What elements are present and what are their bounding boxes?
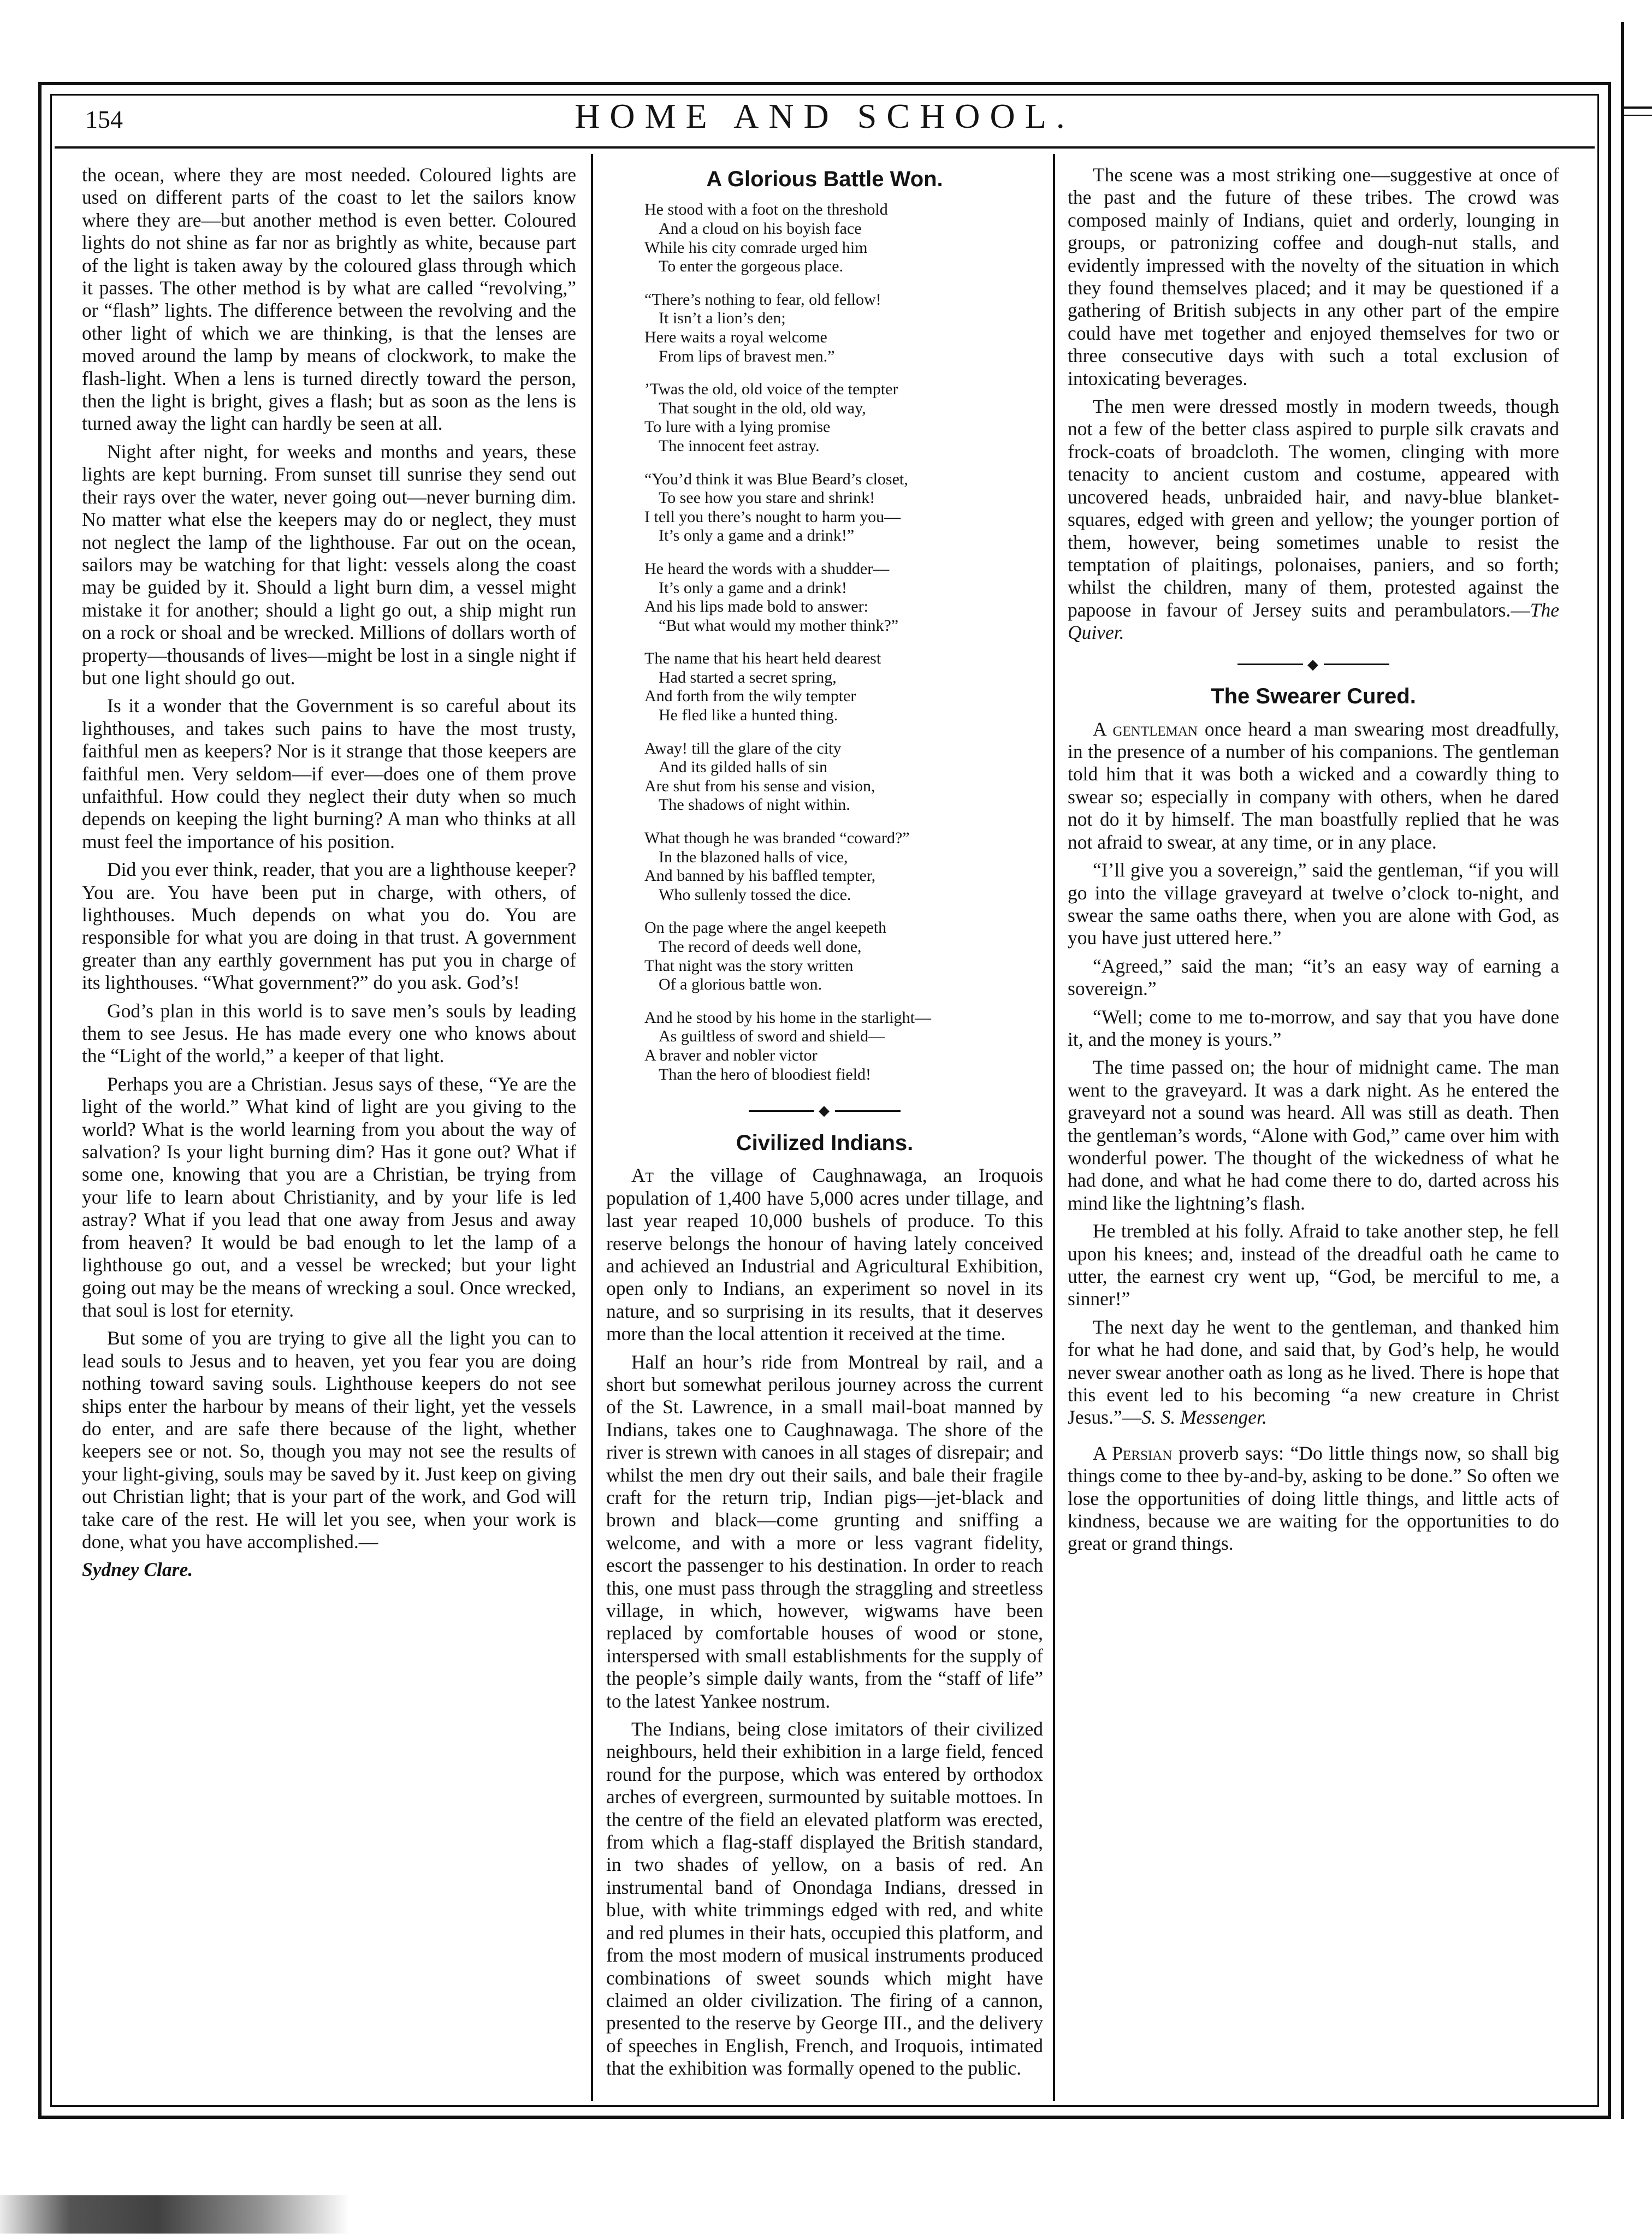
poem-line: Here waits a royal welcome [644,328,827,346]
article-paragraph: once heard a man swearing most dreadfully, in the presence of a number of his companions. The gentleman told him that it was both a wicked and a cowardly thing to swear so; especially in company with others, when he dared not do it by himself. The man boastfully replied that he was not afraid to swear, at any time, or in any place. [1068,718,1560,853]
poem-line: Are shut from his sense and vision, [644,777,875,795]
poem-line: From lips of bravest men.” [659,347,835,365]
poem-stanza [644,380,1043,455]
article-signature: Sydney Clare. [82,1559,193,1581]
masthead-title: HOME AND SCHOOL. [575,97,1075,135]
poem-stanza [644,649,1043,725]
poem-line: As guiltless of sword and shield— [659,1027,885,1046]
column-left [82,164,576,1587]
ornament-rule [835,1110,901,1112]
poem-line: To enter the gorgeous place. [659,257,844,276]
poem-line: That sought in the old, old way, [659,399,866,417]
poem-line: It’s only a game and a drink!” [659,526,855,545]
article-paragraph: But some of you are trying to give all the light you can to lead souls to Jesus and to heaven, yet you fear you are doing nothing toward saving souls. Lighthouse keepers do not see ships enter the harbour by means of their light, yet the vessels do enter, and are safe there because of the light, whether keepers see or not. So, though you may not see the results of your light-giving, souls may be saved by it. Just keep on giving out Christian light; that is your part of the work, and God will take care of the rest. He will let you see, when your work is done, what you have accomplished.— [82,1327,576,1553]
article-paragraph: Perhaps you are a Christian. Jesus says of these, “Ye are the light of the world.” What kind of light are you giving to the world? What is the world learning from you about the way of salvation? Is your light burning dim? Has it gone out? What if some one, knowing that you are a Christian, be trying from your life to learn about Christianity, and by your life is led astray? What if you lead that one away from Jesus and away from heaven? It would be bad enough to let the lamp of a lighthouse go out, and a vessel be wrecked; but your light going out may be the means of wrecking a soul. Once wrecked, that soul is lost for eternity. [82,1073,576,1321]
article-paragraph: He trembled at his folly. Afraid to take another step, he fell upon his knees; and, instead of the dreadful oath he came to utter, the earnest cry went up, “God, be merciful to me, a sinner!” [1068,1220,1559,1310]
poem-line: Than the hero of bloodiest field! [659,1065,872,1083]
article-attribution: The Quiver. [1068,599,1559,644]
poem-line: Who sullenly tossed the dice. [659,885,851,904]
ornament-rule [1237,664,1303,665]
article-paragraph: The Indians, being close imitators of their civilized neighbours, held their exhibition in a large field, fenced round for the purpose, which was entered by orthodox arches of evergreen, surmounted by suitable mottoes. In the centre of the field an elevated platform was erected, from which a flag-staff displayed the British standard, in two shades of yellow, on a basis of red. An instrumental band of Onondaga Indians, dressed in blue, with white trimmings edged with red, and white and red plumes in their hats, occupied this platform, and from the most modern of musical instruments produced combinations of sweet sounds which might have claimed an older civilization. The firing of a cannon, presented to the reserve by George III., and the delivery of speeches in English, French, and Iroquois, intimated that the exhibition was formally opened to the public. [606,1718,1043,2080]
article-paragraph: “I’ll give you a sovereign,” said the gentleman, “if you will go into the village graveyard at twelve o’clock to-night, and swear the same oaths there, when you are alone with God, as you have just uttered here.” [1068,859,1559,949]
poem-line: Of a glorious battle won. [659,975,822,994]
article-paragraph: the village of Caughnawaga, an Iroquois population of 1,400 have 5,000 acres under tillage, and last year reaped 10,000 bushels of produce. To this reserve belongs the honour of having lately conceived and achieved an Industrial and Agricultural Exhibition, open only to Indians, an experiment so novel in its nature, and so surprising in its results, that it deserves more than the local attention it received at the time. [606,1164,1044,1345]
poem-line: In the blazoned halls of vice, [659,848,848,866]
poem-line: He heard the words with a shudder— [644,559,890,578]
poem-line: The shadows of night within. [659,796,850,814]
adjacent-page-rule-top [1621,106,1652,109]
poem-stanza [644,470,1043,546]
poem-stanza [644,919,1043,994]
ornament-rule [749,1110,814,1112]
poem-line: To lure with a lying promise [644,418,831,436]
article-paragraph: the ocean, where they are most needed. Coloured lights are used on different parts of the coast to let the sailors know where they are—but another method is even better. Coloured lights do not shine as far nor as brightly as white, because part of the light is taken away by the coloured glass through which it passes. The other method is by what are called “revolving,” or “flash” lights. The difference between the revolving and the other light of which we are thinking, is that the lenses are moved around the lamp by means of clockwork, to make the flash-light. When a lens is turned directly toward the person, then the light is bright, gives a flash; but as soon as the lens is turned away the light can hardly be seen at all. [82,164,576,435]
swearer-lead-word: A gentleman [1093,718,1198,740]
article-paragraph: The scene was a most striking one—suggestive at once of the past and the future of these tribes. The crowd was composed mainly of Indians, quiet and orderly, lounging in groups, or patronizing coffee and dough-nut stalls, and evidently impressed with the novelty of the situation in which they found themselves placed; and it may be questioned if a gathering of British subjects in any other part of the empire could have met together and enjoyed themselves for two or three consecutive days with such a total exclusion of intoxicating beverages. [1068,164,1559,389]
poem-line: And its gilded halls of sin [659,758,828,777]
poem-line: What though he was branded “coward?” [644,829,910,848]
poem-stanza [644,200,1043,276]
section-ornament [1068,652,1559,676]
article-paragraph: “Agreed,” said the man; “it’s an easy way of earning a sovereign.” [1068,955,1559,1000]
article-paragraph: The next day he went to the gentleman, and thanked him for what he had done, and said that, by God’s help, he would never swear another oath as long as he lived. There is hope that this event led to his becoming “a new creature in Christ Jesus.”— [1068,1316,1559,1429]
proverb-lead-word: A Persian [1093,1442,1173,1464]
header-rule [55,146,1595,149]
poem-line: He fled like a hunted thing. [659,706,838,725]
poem-line: That night was the story written [644,956,854,975]
poem-line: It’s only a game and a drink! [659,578,847,597]
article-paragraph: The men were dressed mostly in modern tweeds, though not a few of the better class aspired to purple silk cravats and frock-coats of broadcloth. The women, clinging with more tenacity to ancient custom and costume, appeared with uncovered heads, unbraided hair, and navy-blue blanket-squares, edged with green and yellow; the younger portion of them, however, being sometimes unable to resist the temptation of plaitings, polonaises, paniers, and so forth; whilst the children, many of them, protested against the papoose in favour of Jersey suits and perambulators.— [1068,395,1559,621]
poem-line: The innocent feet astray. [659,436,820,455]
ornament-rule [1324,664,1389,665]
poem [644,200,1043,1084]
article-paragraph: Is it a wonder that the Government is so careful about its lighthouses, and takes such pains to have the most trusty, faithful men as keepers? Nor is it strange that those keepers are faithful men. Very seldom—if ever—does one of them prove unfaithful. How could they neglect their duty when so much depends on keeping the light burning? A man who thinks at all must feel the importance of his position. [82,695,576,852]
page-number: 154 [85,105,123,133]
poem-line: “There’s nothing to fear, old fellow! [644,290,881,309]
article-attribution: S. S. Messenger. [1141,1406,1267,1429]
column-right [1068,164,1559,1561]
poem-line: While his city comrade urged him [644,238,868,257]
poem-line: The name that his heart held dearest [644,649,881,668]
ornament-diamond: ◆ [819,1103,831,1119]
poem-line: It isn’t a lion’s den; [659,309,786,328]
indians-title: Civilized Indians. [736,1130,914,1155]
article-paragraph: Night after night, for weeks and months and years, these lights are kept burning. From sunset till sunrise they send out their rays over the water, never going out—never burning dim. No matter what else the keepers may do or neglect, they must not neglect the lamp of the lighthouse. Far out on the ocean, sailors may be watching for that light: vessels along the coast may be guided by it. Should a light burn dim, a vessel might mistake it for another; should a light go out, a ship might run on a rock or shoal and be wrecked. Millions of dollars worth of property—thousands of lives—might be lost in a single night if but one light should go out. [82,440,576,689]
scan-artifact [0,2195,350,2234]
poem-line: Had started a secret spring, [659,668,837,686]
poem-line: He stood with a foot on the threshold [644,200,888,219]
poem-line: I tell you there’s nought to harm you— [644,507,901,526]
article-paragraph: The time passed on; the hour of midnight came. The man went to the graveyard. It was a dark night. As he entered the graveyard not a sound was heard. All was still as death. Then the gentleman’s words, “Alone with God,” came over him with wonderful power. The thought of the wickedness of what he had done, and what he had come there to do, darted across his mind like the lightning’s flash. [1068,1056,1559,1214]
column-middle [606,164,1043,2086]
article-paragraph: “Well; come to me to-morrow, and say that you have done it, and the money is yours.” [1068,1005,1559,1050]
poem-line: And his lips made bold to answer: [644,597,868,616]
poem-line: “But what would my mother think?” [659,616,899,635]
proverb-text: proverb says: “Do little things now, so shall big things come to thee by-and-by, asking to be done.” So often we lose the opportunities of doing little things, and little acts of kindness, because we are waiting for the opportunities to do great or grand things. [1068,1442,1559,1555]
poem-title: A Glorious Battle Won. [706,167,943,191]
poem-line: A braver and nobler victor [644,1046,818,1064]
poem-line: On the page where the angel keepeth [644,919,887,937]
article-paragraph: God’s plan in this world is to save men’s souls by leading them to see Jesus. He has made every one who knows about the “Light of the world,” a keeper of that light. [82,999,576,1067]
article-paragraph: Half an hour’s ride from Montreal by rail, and a short but somewhat perilous journey across the current of the St. Lawrence, in a small mail-boat manned by Indians, takes one to Caughnawaga. The shore of the river is strewn with canoes in all stages of disrepair; and whilst the men dry out their sails, and bale their fragile craft for the return trip, Indian pigs—jet-black and brown and black—come grunting and sniffing a welcome, and with a more or less vagrant fidelity, escort the passenger to his destination. In order to reach this, one must pass through the straggling and streetless village, in which, however, wigwams have been replaced by comfortable houses of wood or stone, interspersed with small establishments for the supply of the people’s simple daily wants, from the “staff of life” to the latest Yankee nostrum. [606,1350,1043,1712]
poem-stanza [644,291,1043,366]
adjacent-page-rule [1621,22,1624,2119]
poem-line: And forth from the wily tempter [644,687,856,706]
column-divider-2 [1053,154,1055,2101]
swearer-title: The Swearer Cured. [1211,684,1416,709]
page-header [55,93,1595,142]
poem-line: “You’d think it was Blue Beard’s closet, [644,470,908,488]
article-paragraph: Did you ever think, reader, that you are a lighthouse keeper? You are. You have been put in charge, with others, of lighthouses. Much depends on what you do. You are responsible for what you are doing in that trust. A government greater than any earthly government has put you in charge of its lighthouses. “What government?” do you ask. God’s! [82,858,576,994]
poem-line: And banned by his baffled tempter, [644,867,876,885]
poem-line: The record of deeds well done, [659,938,862,956]
poem-stanza [644,560,1043,635]
section-ornament [606,1098,1043,1122]
adjacent-page-rule-top-thin [1621,115,1652,116]
indians-lead-word: At [631,1164,654,1187]
poem-line: And a cloud on his boyish face [659,220,862,238]
poem-stanza [644,739,1043,815]
poem-line: ’Twas the old, old voice of the tempter [644,380,898,399]
ornament-diamond: ◆ [1307,656,1319,672]
poem-stanza [644,829,1043,904]
column-divider-1 [591,154,593,2101]
poem-stanza [644,1009,1043,1084]
poem-line: And he stood by his home in the starlight— [644,1008,931,1027]
poem-line: Away! till the glare of the city [644,739,842,757]
poem-line: To see how you stare and shrink! [659,489,875,507]
